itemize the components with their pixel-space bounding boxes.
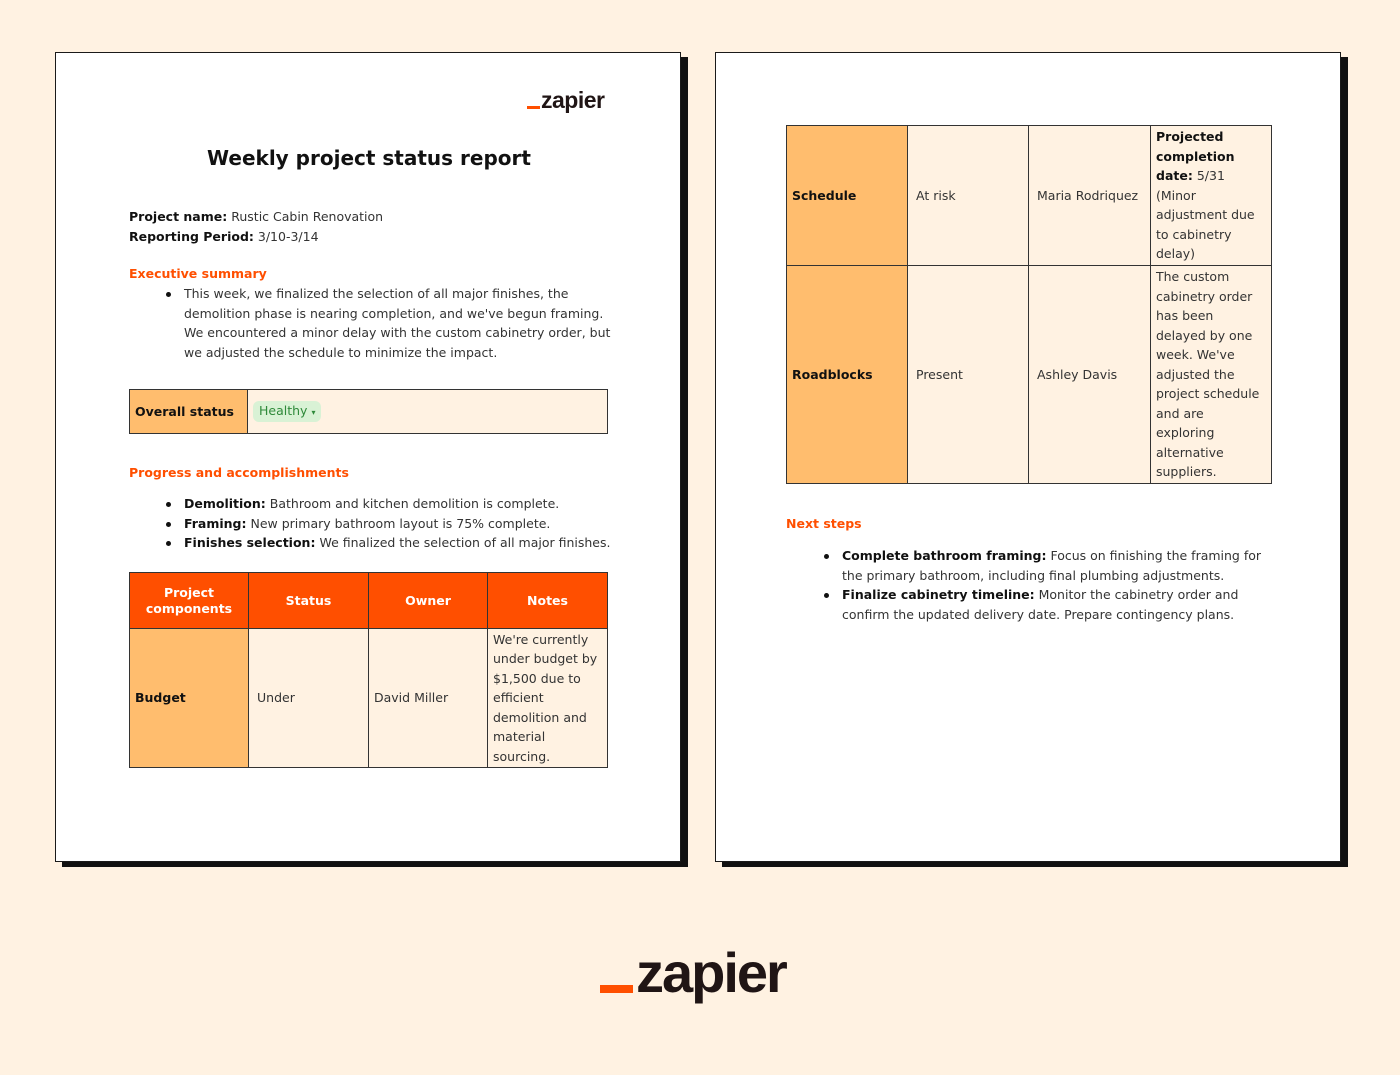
- logo-text: zapier: [541, 87, 605, 113]
- list-item: Demolition: Bathroom and kitchen demolition is complete.: [184, 494, 624, 514]
- project-meta: [129, 207, 383, 246]
- components-table-continued: [786, 125, 1272, 484]
- period-label: Reporting Period:: [129, 228, 254, 244]
- status-dropdown[interactable]: [253, 401, 321, 423]
- project-name: Rustic Cabin Renovation: [231, 209, 384, 224]
- cell-status: Present: [908, 266, 1029, 484]
- cell-notes: Projected completion date: 5/31 (Minor adjustment due to cabinetry delay): [1151, 126, 1272, 266]
- components-table: [129, 572, 608, 768]
- cell-component: Budget: [130, 629, 249, 768]
- table-row: [787, 266, 1272, 484]
- zapier-logo: [527, 87, 604, 114]
- report-page-1: [55, 52, 681, 862]
- list-item: Complete bathroom framing: Focus on finishing the framing for the primary bathroom, including final plumbing adjustments.: [842, 546, 1282, 585]
- header-status: Status: [249, 573, 369, 629]
- list-item: Finalize cabinetry timeline: Monitor the cabinetry order and confirm the updated delivery date. Prepare contingency plans.: [842, 585, 1282, 624]
- header-notes: Notes: [488, 573, 608, 629]
- list-item: Finishes selection: We finalized the selection of all major finishes.: [184, 533, 624, 553]
- next-steps-heading: Next steps: [786, 516, 862, 531]
- cell-owner: David Miller: [369, 629, 488, 768]
- cell-status: Under: [249, 629, 369, 768]
- logo-text: zapier: [636, 941, 786, 1004]
- cell-notes: We're currently under budget by $1,500 due to efficient demolition and material sourcing.: [488, 629, 608, 768]
- next-steps-list: [842, 546, 1282, 624]
- report-page-2: [715, 52, 1341, 862]
- overall-status-table: [129, 389, 608, 434]
- executive-summary-heading: Executive summary: [129, 266, 267, 281]
- table-row: [130, 629, 608, 768]
- status-value: Healthy: [259, 402, 308, 418]
- list-item: [184, 284, 614, 362]
- progress-heading: Progress and accomplishments: [129, 465, 349, 480]
- cell-component: Roadblocks: [787, 266, 908, 484]
- overall-status-label: Overall status: [130, 390, 248, 434]
- zapier-logo-large: [600, 940, 786, 1005]
- chevron-down-icon: ▾: [311, 407, 316, 417]
- progress-list: [184, 494, 624, 553]
- cell-component: Schedule: [787, 126, 908, 266]
- cell-owner: Ashley Davis: [1029, 266, 1151, 484]
- period-value: 3/10-3/14: [257, 228, 319, 244]
- header-components: Project components: [130, 573, 249, 629]
- cell-notes: The custom cabinetry order has been delayed by one week. We've adjusted the project schedule and are exploring alternative suppliers.: [1151, 266, 1272, 484]
- list-item: Framing: New primary bathroom layout is 75% complete.: [184, 514, 624, 534]
- table-row: [787, 126, 1272, 266]
- project-name-label: Project name:: [129, 209, 228, 224]
- header-owner: Owner: [369, 573, 488, 629]
- cell-owner: Maria Rodriquez: [1029, 126, 1151, 266]
- page-title: Weekly project status report: [207, 146, 531, 170]
- cell-status: At risk: [908, 126, 1029, 266]
- exec-text: This week, we finalized the selection of all major finishes, the demolition phase is nearing completion, and we've begun framing. We encountered a minor delay with the custom cabinetry order, but we adjusted the schedule to minimize the impact.: [184, 286, 611, 360]
